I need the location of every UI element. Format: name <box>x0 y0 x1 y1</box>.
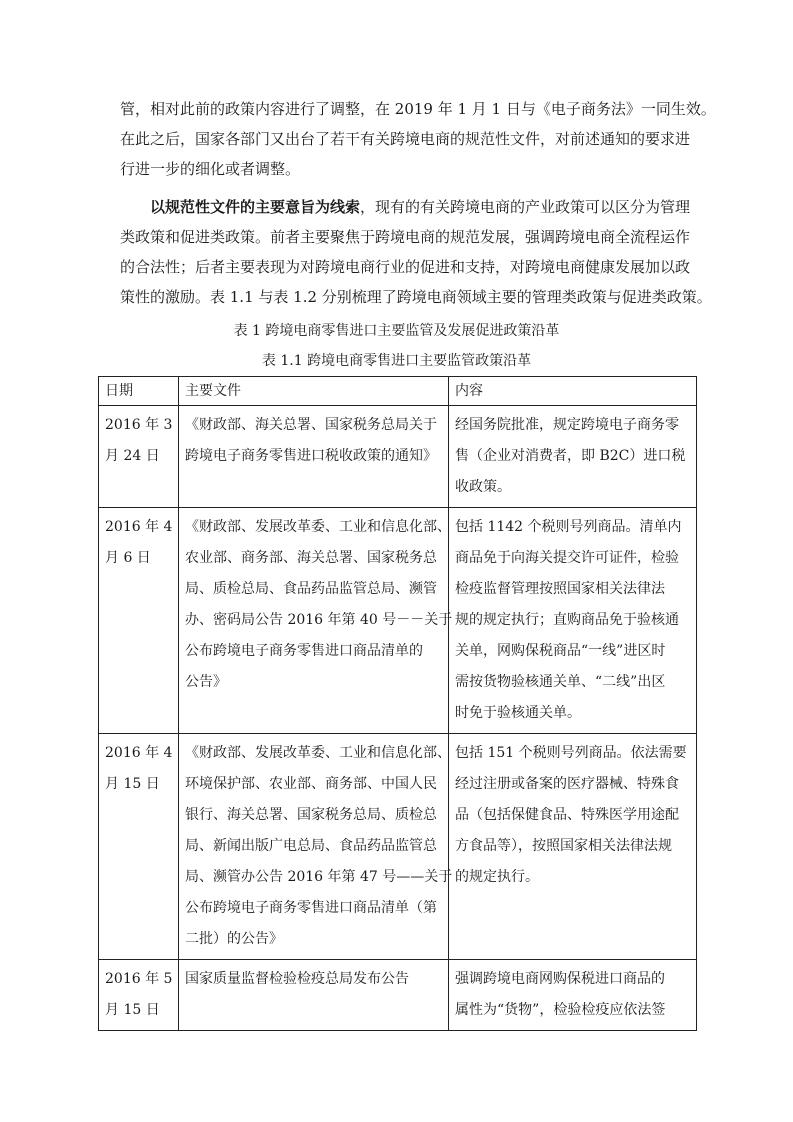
cell-line: 月 24 日 <box>105 448 160 464</box>
content-cell <box>449 734 697 960</box>
cell-line: 环境保护部、农业部、商务部、中国人民 <box>185 776 437 792</box>
paragraph-line: 在此之后，国家各部门又出台了若干有关跨境电商的规范性文件，对前述通知的要求进 <box>120 130 691 148</box>
cell-line: 2016 年 5 <box>105 971 173 987</box>
cell-line: 关单，网购保税商品“一线”进区时 <box>455 643 666 659</box>
cell-line: 局、新闻出版广电总局、食品药品监管总 <box>185 838 437 854</box>
cell-line: 2016 年 4 <box>105 745 173 761</box>
cell-line: 检疫监督管理按照国家相关法律法 <box>455 581 665 597</box>
paragraph-2 <box>120 192 712 312</box>
cell-line: 的规定执行。 <box>455 869 539 885</box>
paragraph-line: 行进一步的细化或者调整。 <box>120 160 301 178</box>
paragraph-line: 管，相对此前的政策内容进行了调整，在 2019 年 1 月 1 日与《电子商务法》一同生效。 <box>120 100 716 118</box>
table-row <box>99 960 697 1031</box>
paragraph-line: 策性的激励。表 1.1 与表 1.2 分别梳理了跨境电商领域主要的管理类政策与促进类政策。 <box>120 288 712 306</box>
content-cell <box>449 508 697 734</box>
content-cell <box>449 406 697 508</box>
cell-line: 包括 1142 个税则号列商品。清单内 <box>455 519 682 535</box>
cell-line: 跨境电子商务零售进口税收政策的通知》 <box>185 448 437 464</box>
table-caption: 表 1 跨境电商零售进口主要监管及发展促进政策沿革 <box>233 323 560 339</box>
date-cell <box>99 960 179 1031</box>
cell-line: 农业部、商务部、海关总署、国家税务总 <box>185 550 437 566</box>
cell-line: 二批）的公告》 <box>185 931 283 947</box>
cell-line: 需按货物验核通关单、“二线”出区 <box>455 674 666 690</box>
cell-line: 月 6 日 <box>105 550 151 566</box>
date-cell <box>99 508 179 734</box>
document-cell <box>179 406 449 508</box>
paragraph-1 <box>120 94 716 184</box>
cell-line: 《财政部、发展改革委、工业和信息化部、 <box>185 519 451 535</box>
paragraph-text: ，现有的有关跨境电商的产业政策可以区分为管理 <box>360 198 691 216</box>
paragraph-line <box>120 192 691 222</box>
cell-line: 局、濒管办公告 2016 年第 47 号——关于 <box>185 869 453 885</box>
header-document: 主要文件 <box>179 377 449 406</box>
document-cell <box>179 960 449 1031</box>
cell-line: 规的规定执行；直购商品免于验核通 <box>455 612 679 628</box>
document-cell <box>179 734 453 960</box>
table-row <box>99 406 697 508</box>
bold-lead-text: 以规范性文件的主要意旨为线索 <box>150 198 361 216</box>
cell-line: 局、质检总局、食品药品监管总局、濒管 <box>185 581 437 597</box>
cell-line: 《财政部、海关总署、国家税务总局关于 <box>185 417 437 433</box>
table-row <box>99 734 697 960</box>
cell-line: 公布跨境电子商务零售进口商品清单（第 <box>185 900 437 916</box>
cell-line: 收政策。 <box>455 479 511 495</box>
cell-line: 月 15 日 <box>105 776 160 792</box>
cell-line: 2016 年 4 <box>105 519 173 535</box>
policy-table <box>98 376 697 1031</box>
table-row <box>99 508 697 734</box>
cell-line: 国家质量监督检验检疫总局发布公告 <box>185 971 409 987</box>
cell-line: 品（包括保健食品、特殊医学用途配 <box>455 807 679 823</box>
cell-line: 公布跨境电子商务零售进口商品清单的 <box>185 643 423 659</box>
paragraph-line: 的合法性；后者主要表现为对跨境电商行业的促进和支持，对跨境电商健康发展加以政 <box>120 258 691 276</box>
cell-line: 2016 年 3 <box>105 417 173 433</box>
cell-line: 《财政部、发展改革委、工业和信息化部、 <box>185 745 451 761</box>
cell-line: 经过注册或备案的医疗器械、特殊食 <box>455 776 679 792</box>
table-header-row <box>99 377 697 406</box>
document-cell <box>179 508 453 734</box>
cell-line: 强调跨境电商网购保税进口商品的 <box>455 971 665 987</box>
subtable-caption: 表 1.1 跨境电商零售进口主要监管政策沿革 <box>261 353 532 369</box>
cell-line: 办、密码局公告 2016 年第 40 号－－关于 <box>185 612 453 628</box>
cell-line: 经国务院批准，规定跨境电子商务零 <box>455 417 679 433</box>
cell-line: 月 15 日 <box>105 1002 160 1018</box>
content-cell <box>449 960 697 1031</box>
cell-line: 属性为“货物”，检验检疫应依法签 <box>455 1002 666 1018</box>
cell-line: 售（企业对消费者，即 B2C）进口税 <box>455 448 686 464</box>
cell-line: 公告》 <box>185 674 227 690</box>
cell-line: 银行、海关总署、国家税务总局、质检总 <box>185 807 437 823</box>
cell-line: 方食品等），按照国家相关法律法规 <box>455 838 672 854</box>
cell-line: 商品免于向海关提交许可证件，检验 <box>455 550 679 566</box>
paragraph-line: 类政策和促进类政策。前者主要聚焦于跨境电商的规范发展，强调跨境电商全流程运作 <box>120 228 691 246</box>
date-cell <box>99 406 179 508</box>
cell-line: 包括 151 个税则号列商品。依法需要 <box>455 745 687 761</box>
cell-line: 时免于验核通关单。 <box>455 705 581 721</box>
header-content: 内容 <box>449 377 697 406</box>
date-cell <box>99 734 179 960</box>
header-date: 日期 <box>99 377 179 406</box>
